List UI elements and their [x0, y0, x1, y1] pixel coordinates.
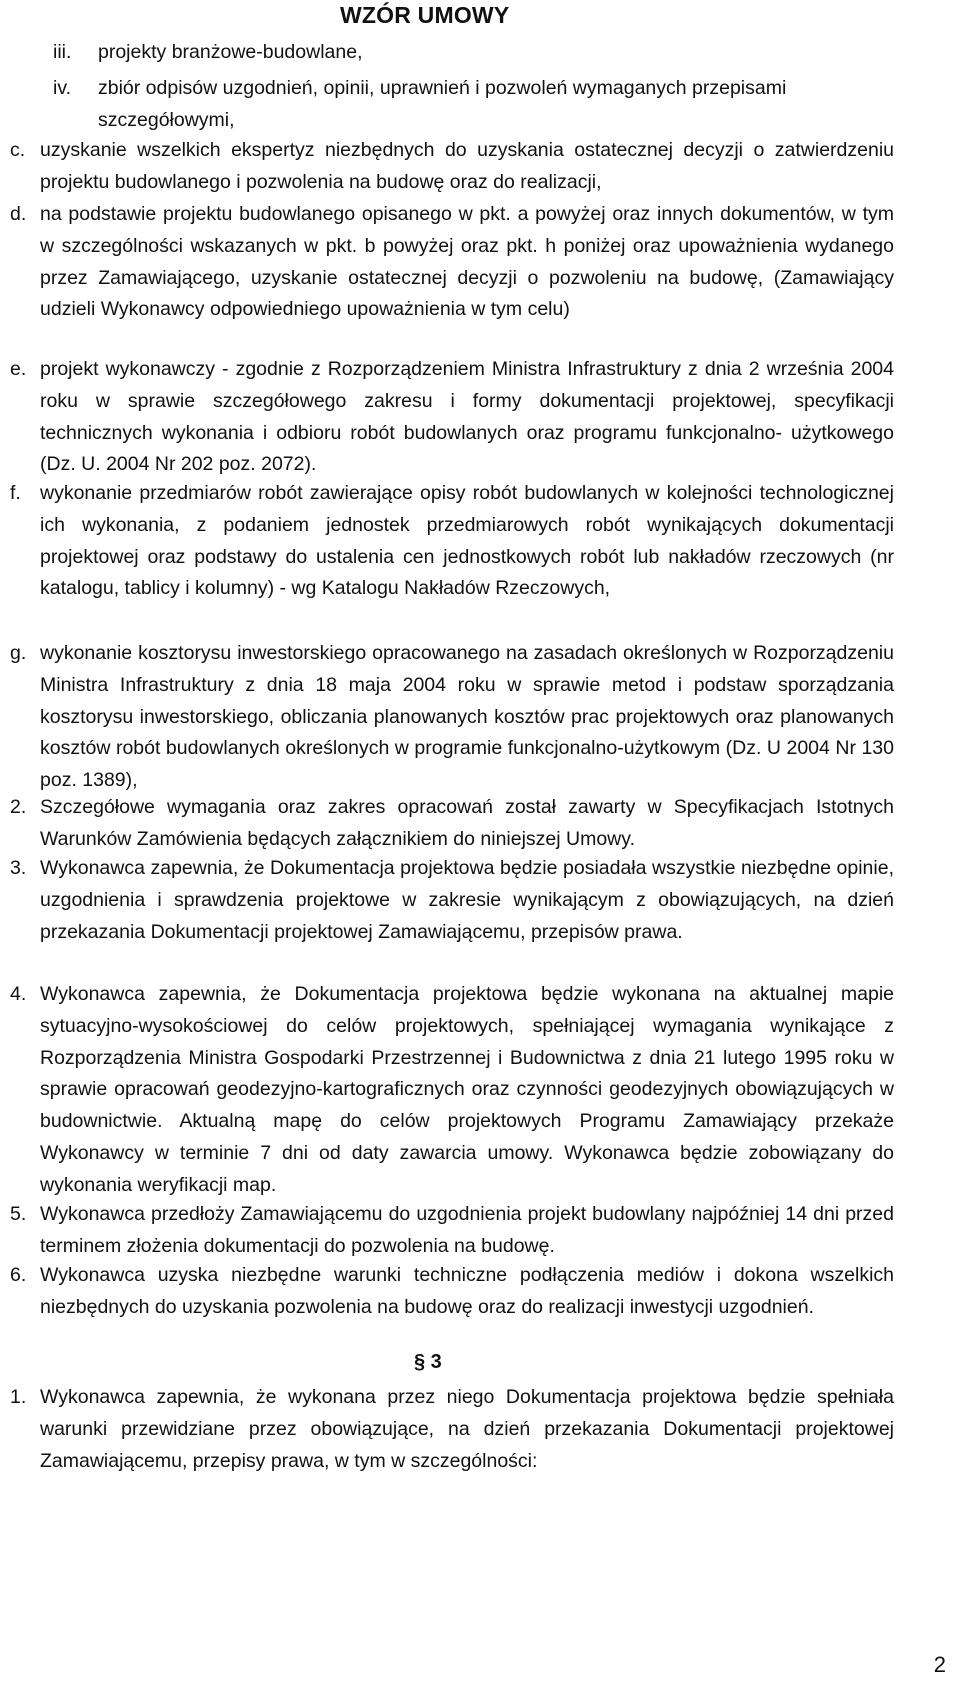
list-item-text: Wykonawca zapewnia, że Dokumentacja projektowa będzie wykonana na aktualnej mapie sytuacyjno-wysokościowej do celów projektowych, spełniającej wymagania wynikające z Rozporządzenia Ministra Gospodarki Przestrzennej i Budownictwa z dnia 21 lutego 1995 roku w sprawie opracowań geodezyjno-kartograficznych oraz czynności geodezyjnych obowiązujących w budownictwie. Aktualną mapę do celów projektowych Programu Zamawiający przekaże Wykonawcy w terminie 7 dni od daty zawarcia umowy. Wykonawca będzie zobowiązany do wykonania weryfikacji map.	[40, 983, 894, 1196]
list-item-text: Wykonawca zapewnia, że Dokumentacja projektowa będzie posiadała wszystkie niezbędne opinie, uzgodnienia i sprawdzenia projektowe w zakresie wynikającym z obowiązujących, na dzień przekazania Dokumentacji projektowej Zamawiającemu, przepisów prawa.	[40, 857, 894, 943]
list-item-text: Szczegółowe wymagania oraz zakres opracowań został zawarty w Specyfikacjach Istotnych Warunków Zamówienia będących załącznikiem do niniejszej Umowy.	[40, 796, 894, 850]
list-item-c	[10, 135, 894, 199]
list-item-e	[10, 354, 894, 481]
list-marker: e.	[10, 358, 27, 380]
list-marker: iii.	[53, 41, 72, 63]
list-marker: f.	[10, 482, 21, 504]
list-item-3	[10, 853, 894, 948]
list-item-text: wykonanie przedmiarów robót zawierające opisy robót budowlanych w kolejności technologicznej ich wykonania, z podaniem jednostek przedmiarowych robót wynikających dokumentacji projektowej oraz podstawy do ustalenia cen jednostkowych robót lub nakładów rzeczowych (nr katalogu, tablicy i kolumny) - wg Katalogu Nakładów Rzeczowych,	[40, 482, 894, 600]
list-item-text: Wykonawca uzyska niezbędne warunki techniczne podłączenia mediów i dokona wszelkich niezbędnych do uzyskania pozwolenia na budowę oraz do realizacji inwestycji uzgodnień.	[40, 1264, 894, 1318]
list-marker: 1.	[10, 1386, 27, 1408]
list-item-iii	[10, 37, 894, 69]
list-marker: d.	[10, 203, 27, 225]
page-number: 2	[933, 1652, 946, 1677]
list-item-text: uzyskanie wszelkich ekspertyz niezbędnych do uzyskania ostatecznej decyzji o zatwierdzeniu projektu budowlanego i pozwolenia na budowę oraz do realizacji,	[40, 139, 894, 193]
section-heading: § 3	[414, 1351, 442, 1373]
list-item-iv	[10, 73, 894, 137]
list-marker: 5.	[10, 1203, 27, 1225]
list-item-text: na podstawie projektu budowlanego opisanego w pkt. a powyżej oraz innych dokumentów, w tym w szczególności wskazanych w pkt. b powyżej oraz pkt. h poniżej oraz upoważnienia wydanego przez Zamawiającego, uzyskanie ostatecznej decyzji o pozwoleniu na budowę, (Zamawiający udzieli Wykonawcy odpowiedniego upoważnienia w tym celu)	[40, 203, 894, 321]
list-item-d	[10, 199, 894, 326]
list-item-g	[10, 638, 894, 797]
section-list-item-1	[10, 1382, 894, 1477]
document-header: WZÓR UMOWY	[340, 2, 510, 28]
list-item-f	[10, 478, 894, 605]
list-item-text: Wykonawca zapewnia, że wykonana przez niego Dokumentacja projektowa będzie spełniała warunki przewidziane przez obowiązujące, na dzień przekazania Dokumentacji projektowej Zamawiającemu, przepisy prawa, w tym w szczególności:	[40, 1386, 894, 1472]
list-marker: c.	[10, 139, 26, 161]
list-item-2	[10, 792, 894, 856]
list-item-text: projekt wykonawczy - zgodnie z Rozporządzeniem Ministra Infrastruktury z dnia 2 września 2004 roku w sprawie szczegółowego zakresu i formy dokumentacji projektowej, specyfikacji technicznych wykonania i odbioru robót budowlanych oraz programu funkcjonalno- użytkowego (Dz. U. 2004 Nr 202 poz. 2072).	[40, 358, 894, 476]
list-marker: 4.	[10, 983, 27, 1005]
list-item-text: projekty branżowe-budowlane,	[98, 41, 363, 63]
list-item-text: wykonanie kosztorysu inwestorskiego opracowanego na zasadach określonych w Rozporządzeniu Ministra Infrastruktury z dnia 18 maja 2004 roku w sprawie metod i podstaw sporządzania kosztorysu inwestorskiego, obliczania planowanych kosztów prac projektowych oraz planowanych kosztów robót budowlanych określonych w programie funkcjonalno-użytkowym (Dz. U 2004 Nr 130 poz. 1389),	[40, 642, 894, 792]
list-item-5	[10, 1199, 894, 1263]
list-item-4	[10, 979, 894, 1202]
list-marker: 3.	[10, 857, 27, 879]
list-item-text: zbiór odpisów uzgodnień, opinii, uprawnień i pozwoleń wymaganych przepisami szczegółowymi,	[98, 77, 787, 131]
list-marker: g.	[10, 642, 27, 664]
list-item-text: Wykonawca przedłoży Zamawiającemu do uzgodnienia projekt budowlany najpóźniej 14 dni przed terminem złożenia dokumentacji do pozwolenia na budowę.	[40, 1203, 894, 1257]
list-marker: iv.	[53, 77, 72, 99]
list-marker: 2.	[10, 796, 27, 818]
list-item-6	[10, 1260, 894, 1324]
list-marker: 6.	[10, 1264, 27, 1286]
